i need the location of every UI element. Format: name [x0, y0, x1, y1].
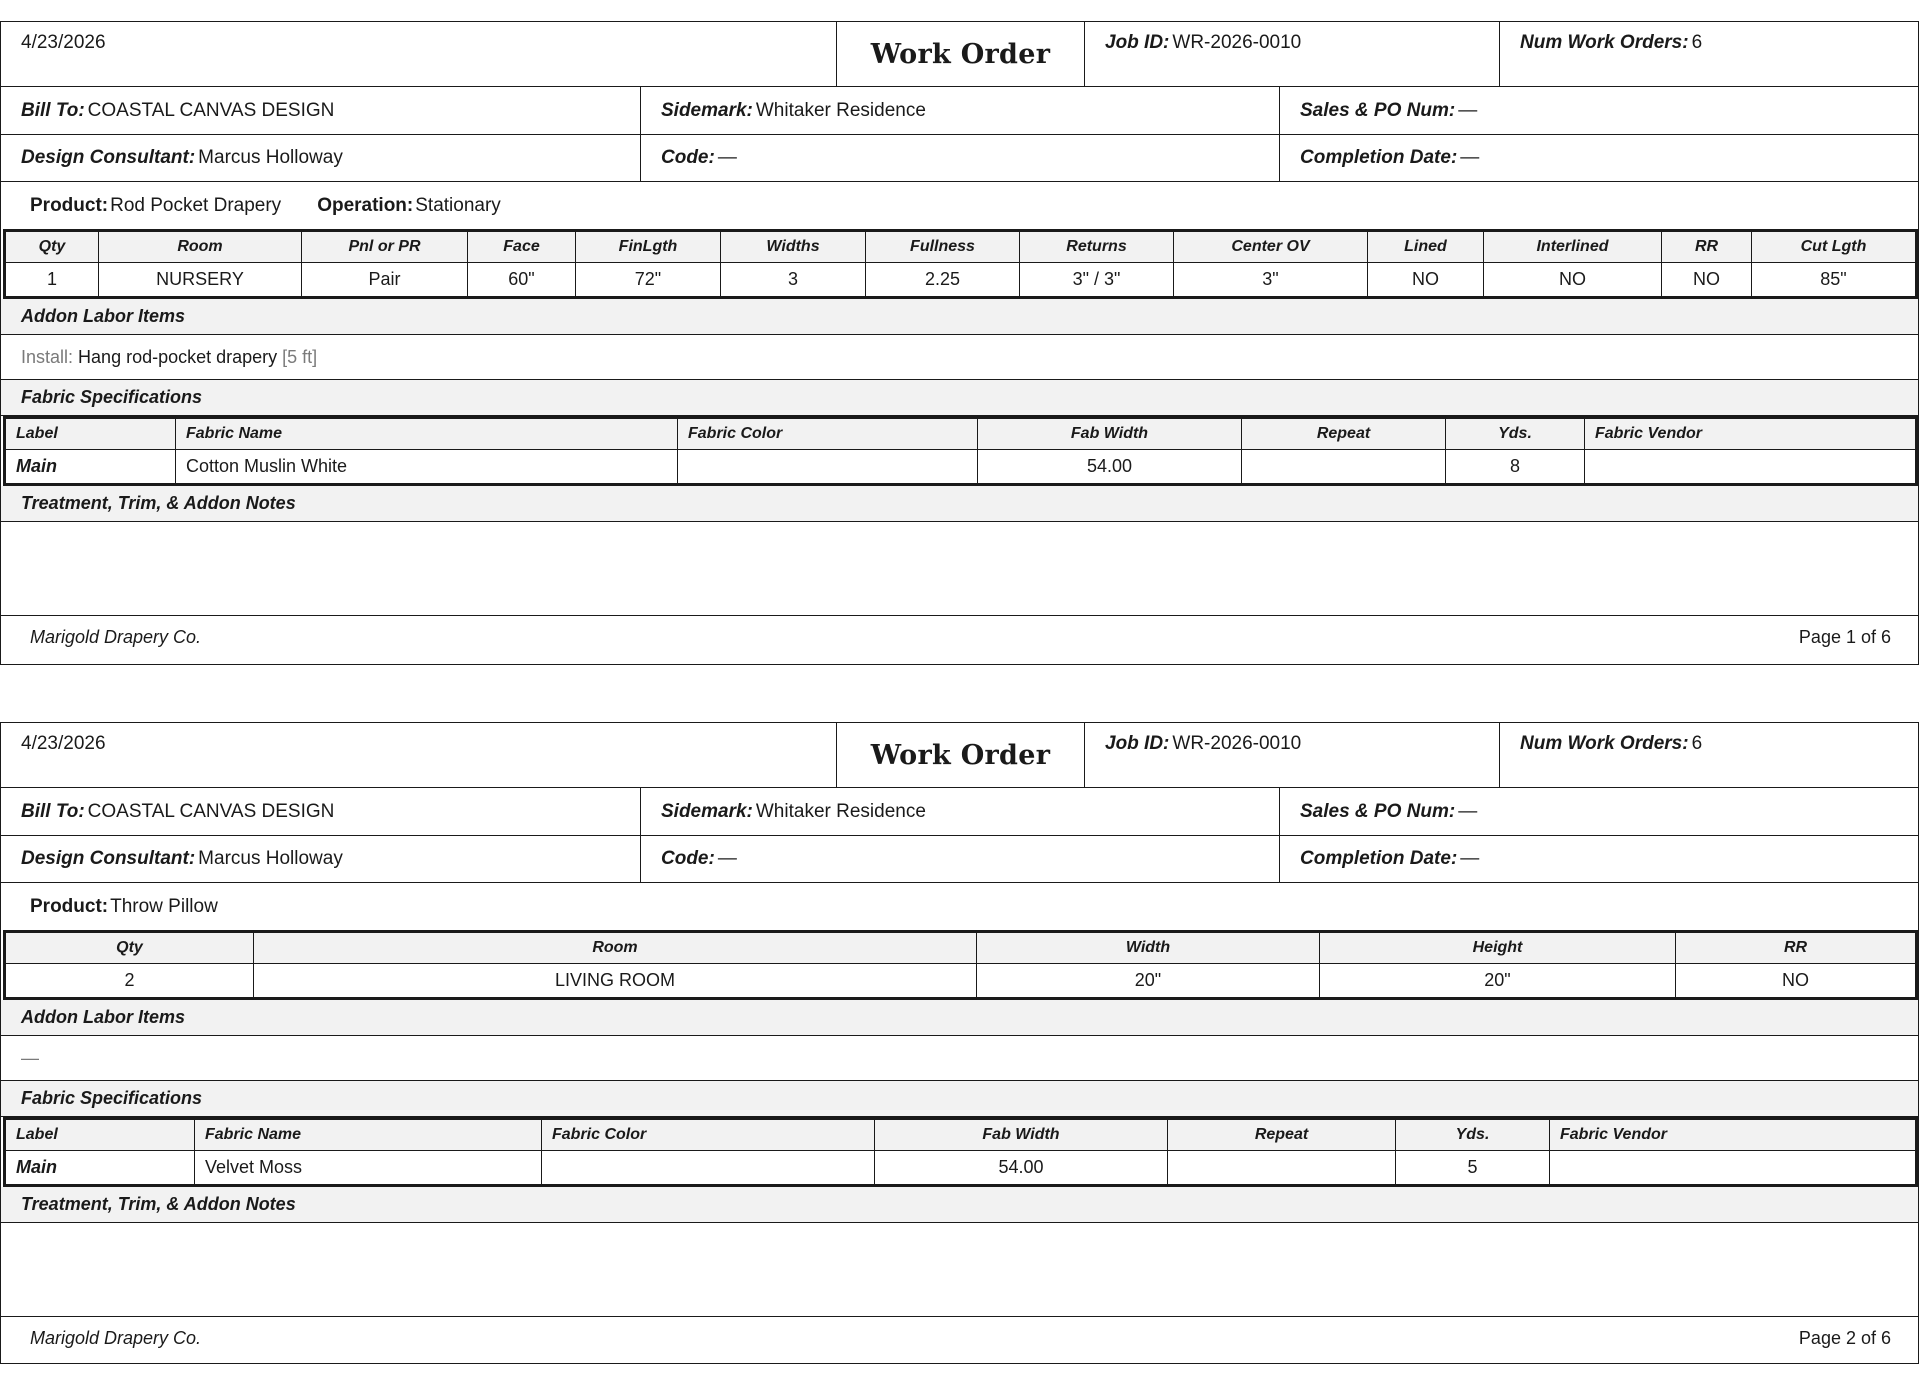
sales-po-value: — [1458, 800, 1478, 822]
table-cell: 8 [1446, 450, 1585, 485]
company-name: Marigold Drapery Co. [30, 626, 202, 647]
code [641, 135, 1280, 181]
completion-date-value: — [1460, 147, 1480, 168]
fabric-specifications-heading: Fabric Specifications [1, 1081, 1918, 1117]
table-row [5, 450, 1917, 485]
design-consultant [1, 135, 641, 181]
column-header: Fabric Color [678, 418, 978, 450]
sales-po-value: — [1458, 99, 1478, 121]
footer [1, 1317, 1918, 1359]
bill-to [1, 87, 641, 134]
table-cell: 20" [977, 964, 1320, 999]
addon-empty-text: — [21, 1047, 39, 1068]
table-cell: Main [5, 450, 176, 485]
addon-description: Hang rod-pocket drapery [78, 346, 278, 367]
table-cell: 60" [468, 263, 576, 298]
title-cell [837, 22, 1085, 86]
column-header: RR [1662, 231, 1752, 263]
fabric-header-row [5, 418, 1917, 450]
fabric-specifications-heading: Fabric Specifications [1, 380, 1918, 416]
column-header: Qty [5, 231, 99, 263]
table-cell: LIVING ROOM [254, 964, 977, 999]
info-row-2 [1, 135, 1918, 182]
product-row [1, 883, 1918, 930]
order-date [1, 723, 837, 787]
table-row [5, 263, 1917, 298]
column-header: Room [99, 231, 302, 263]
job-id-value: WR-2026-0010 [1172, 32, 1302, 53]
addon-labor-heading: Addon Labor Items [1, 1000, 1918, 1036]
product-value: Throw Pillow [110, 895, 218, 917]
design-consultant-value: Marcus Holloway [198, 848, 343, 869]
num-work-orders-value: 6 [1691, 733, 1703, 754]
code-label: Code: [661, 848, 715, 869]
sales-po-label: Sales & PO Num: [1300, 800, 1456, 822]
completion-date [1280, 836, 1918, 882]
column-header: Interlined [1484, 231, 1662, 263]
column-header: Width [977, 932, 1320, 964]
code-value: — [717, 848, 737, 869]
job-id-value: WR-2026-0010 [1172, 733, 1302, 754]
column-header: Pnl or PR [302, 231, 468, 263]
order-date [1, 22, 837, 86]
column-header: FinLgth [576, 231, 721, 263]
column-header: Widths [721, 231, 866, 263]
table-cell [1242, 450, 1446, 485]
table-cell [1550, 1151, 1917, 1186]
sidemark-label: Sidemark: [661, 99, 753, 121]
design-consultant-label: Design Consultant: [21, 147, 196, 168]
column-header: Fab Width [875, 1119, 1168, 1151]
addon-length: [5 ft] [282, 346, 318, 367]
column-header: Yds. [1396, 1119, 1550, 1151]
table-cell: 20" [1320, 964, 1676, 999]
sidemark-value: Whitaker Residence [755, 99, 926, 121]
page-number: Page 2 of 6 [1798, 1327, 1891, 1348]
addon-labor-item [1, 335, 1918, 380]
table-cell: Main [5, 1151, 195, 1186]
table-cell: 2 [5, 964, 254, 999]
table-cell [1585, 450, 1917, 485]
table-cell: 5 [1396, 1151, 1550, 1186]
addon-labor-heading: Addon Labor Items [1, 299, 1918, 335]
table-cell: 3" [1174, 263, 1368, 298]
completion-date [1280, 135, 1918, 181]
bill-to-label: Bill To: [21, 800, 85, 822]
info-row-1 [1, 788, 1918, 836]
table-cell: 2.25 [866, 263, 1020, 298]
company-name: Marigold Drapery Co. [30, 1327, 202, 1348]
table-cell: 1 [5, 263, 99, 298]
product-label: Product: [30, 895, 109, 917]
table-cell: NO [1662, 263, 1752, 298]
job-id-label: Job ID: [1105, 32, 1170, 53]
title-cell [837, 723, 1085, 787]
date-text: 4/23/2026 [21, 733, 106, 754]
header-row [1, 22, 1918, 87]
column-header: Height [1320, 932, 1676, 964]
notes-area [1, 522, 1918, 616]
column-header: Fab Width [978, 418, 1242, 450]
column-header: Face [468, 231, 576, 263]
column-header: Label [5, 1119, 195, 1151]
table-cell: 3 [721, 263, 866, 298]
fabric-table [3, 416, 1918, 486]
column-header: Fabric Vendor [1585, 418, 1917, 450]
product-row [1, 182, 1918, 229]
table-cell: Pair [302, 263, 468, 298]
addon-labor-empty [1, 1036, 1918, 1081]
sales-po [1280, 87, 1918, 134]
column-header: Label [5, 418, 176, 450]
table-cell: NO [1782, 970, 1809, 990]
column-header: Fabric Vendor [1550, 1119, 1917, 1151]
column-header: Fabric Name [195, 1119, 542, 1151]
footer [1, 616, 1918, 658]
column-header: Repeat [1242, 418, 1446, 450]
completion-date-label: Completion Date: [1300, 848, 1458, 869]
sales-po-label: Sales & PO Num: [1300, 99, 1456, 121]
num-work-orders [1500, 723, 1918, 787]
design-consultant [1, 836, 641, 882]
column-header: Fabric Name [176, 418, 678, 450]
table-cell [678, 450, 978, 485]
product-label: Product: [30, 194, 109, 216]
code-value: — [717, 147, 737, 168]
header-row [1, 723, 1918, 788]
operation-value: Stationary [415, 194, 501, 216]
item-header-row [5, 932, 1917, 964]
table-cell: Cotton Muslin White [176, 450, 678, 485]
column-header: Repeat [1168, 1119, 1396, 1151]
column-header: Room [254, 932, 977, 964]
design-consultant-value: Marcus Holloway [198, 147, 343, 168]
notes-heading: Treatment, Trim, & Addon Notes [1, 486, 1918, 522]
column-header: RR [1676, 932, 1917, 964]
info-row-2 [1, 836, 1918, 883]
table-cell: NO [1368, 263, 1484, 298]
sidemark [641, 788, 1280, 835]
job-id-label: Job ID: [1105, 733, 1170, 754]
table-cell: Velvet Moss [195, 1151, 542, 1186]
table-cell [1168, 1151, 1396, 1186]
design-consultant-label: Design Consultant: [21, 848, 196, 869]
column-header: Cut Lgth [1752, 231, 1917, 263]
notes-heading: Treatment, Trim, & Addon Notes [1, 1187, 1918, 1223]
column-header: Center OV [1174, 231, 1368, 263]
table-cell [542, 1151, 875, 1186]
work-order-sheet [0, 21, 1919, 665]
column-header: Yds. [1446, 418, 1585, 450]
sidemark [641, 87, 1280, 134]
page-title: Work Order [870, 739, 1051, 771]
table-cell: NURSERY [99, 263, 302, 298]
sidemark-value: Whitaker Residence [755, 800, 926, 822]
bill-to-label: Bill To: [21, 99, 85, 121]
notes-area [1, 1223, 1918, 1317]
fabric-table [3, 1117, 1918, 1187]
item-table [3, 930, 1918, 1000]
column-header: Fabric Color [542, 1119, 875, 1151]
completion-date-value: — [1460, 848, 1480, 869]
code [641, 836, 1280, 882]
table-cell: 85" [1820, 269, 1847, 289]
bill-to [1, 788, 641, 835]
sales-po [1280, 788, 1918, 835]
job-id [1085, 723, 1500, 787]
date-text: 4/23/2026 [21, 32, 106, 53]
fabric-header-row [5, 1119, 1917, 1151]
product-value: Rod Pocket Drapery [110, 194, 282, 216]
column-header: Qty [5, 932, 254, 964]
page-number: Page 1 of 6 [1798, 626, 1891, 647]
table-row [5, 964, 1917, 999]
num-work-orders-label: Num Work Orders: [1520, 32, 1689, 53]
num-work-orders-value: 6 [1691, 32, 1703, 53]
info-row-1 [1, 87, 1918, 135]
bill-to-value: COASTAL CANVAS DESIGN [87, 800, 335, 822]
column-header: Fullness [866, 231, 1020, 263]
table-cell: 54.00 [875, 1151, 1168, 1186]
column-header: Lined [1368, 231, 1484, 263]
completion-date-label: Completion Date: [1300, 147, 1458, 168]
operation-label: Operation: [317, 194, 414, 216]
addon-type-label: Install: [21, 346, 74, 367]
num-work-orders-label: Num Work Orders: [1520, 733, 1689, 754]
num-work-orders [1500, 22, 1918, 86]
sidemark-label: Sidemark: [661, 800, 753, 822]
work-order-sheet [0, 722, 1919, 1364]
job-id [1085, 22, 1500, 86]
table-row [5, 1151, 1917, 1186]
bill-to-value: COASTAL CANVAS DESIGN [87, 99, 335, 121]
column-header: Returns [1020, 231, 1174, 263]
table-cell: 72" [576, 263, 721, 298]
table-cell: NO [1484, 263, 1662, 298]
item-table [3, 229, 1918, 299]
table-cell: 3" / 3" [1020, 263, 1174, 298]
code-label: Code: [661, 147, 715, 168]
item-header-row [5, 231, 1917, 263]
page-title: Work Order [870, 38, 1051, 70]
table-cell: 54.00 [978, 450, 1242, 485]
